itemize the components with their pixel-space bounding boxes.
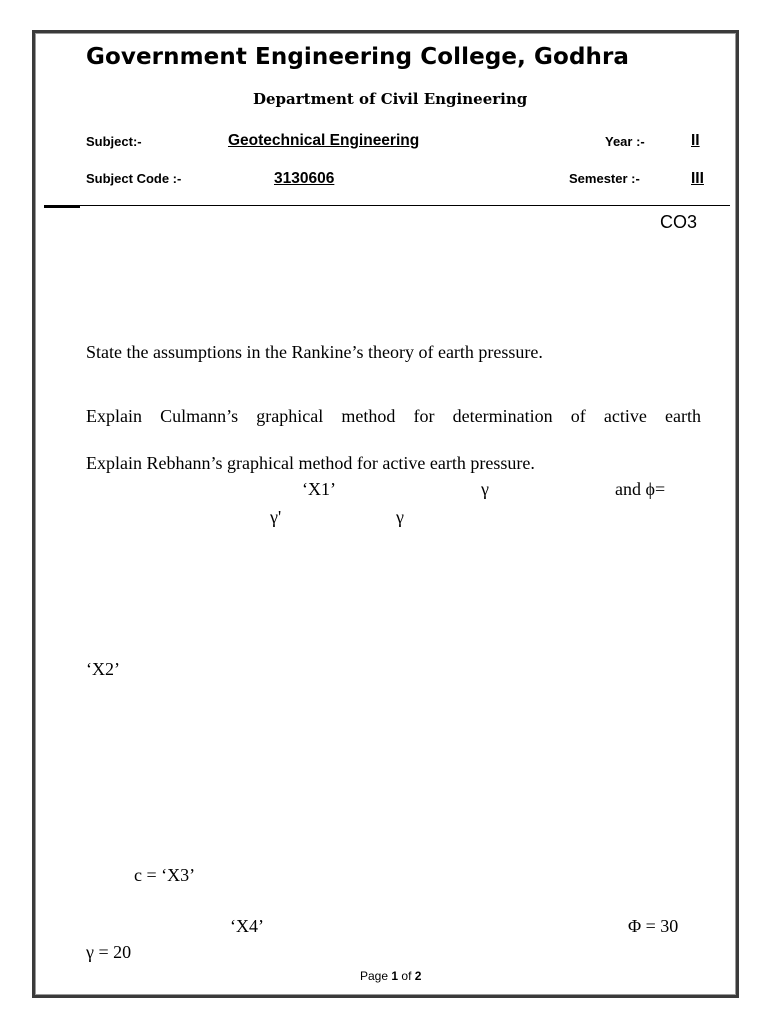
- semester-label: Semester :-: [569, 171, 640, 186]
- footer-of-word: of: [401, 969, 412, 983]
- fragment-c-x3: c = ‘X3’: [134, 865, 196, 885]
- fragment-x1: ‘X1’: [302, 479, 336, 499]
- subject-label: Subject:-: [86, 134, 142, 149]
- semester-value: III: [691, 170, 704, 187]
- subject-code-value: 3130606: [274, 170, 335, 187]
- question-1: State the assumptions in the Rankine’s theory of earth pressure.: [86, 342, 543, 362]
- year-label: Year :-: [605, 134, 645, 149]
- header-divider-accent: [44, 205, 80, 208]
- footer-page-total: 2: [414, 969, 422, 983]
- fragment-phi-30: Φ = 30: [628, 916, 679, 936]
- course-outcome-label: CO3: [659, 212, 697, 232]
- subject-value: Geotechnical Engineering: [228, 132, 420, 149]
- fragment-gamma: γ: [481, 479, 489, 499]
- department-name: Department of Civil Engineering: [253, 90, 528, 108]
- footer-page-word: Page: [360, 969, 389, 983]
- fragment-x2: ‘X2’: [86, 659, 120, 679]
- fragment-gamma-2: γ: [396, 507, 404, 527]
- page-footer: [360, 969, 421, 983]
- fragment-and-phi: and ϕ=: [615, 479, 666, 499]
- question-3: Explain Rebhann’s graphical method for active earth pressure.: [86, 453, 535, 473]
- footer-page-number: 1: [391, 969, 399, 983]
- college-name: Government Engineering College, Godhra: [86, 44, 630, 70]
- subject-code-label: Subject Code :-: [86, 171, 182, 186]
- year-value: II: [691, 132, 700, 149]
- fragment-x4: ‘X4’: [230, 916, 264, 936]
- question-2: Explain Culmann’s graphical method for determination of active earth: [86, 406, 701, 426]
- header-divider: [44, 205, 730, 206]
- fragment-gamma-prime: γ': [270, 507, 282, 527]
- fragment-gamma-20: γ = 20: [86, 942, 132, 962]
